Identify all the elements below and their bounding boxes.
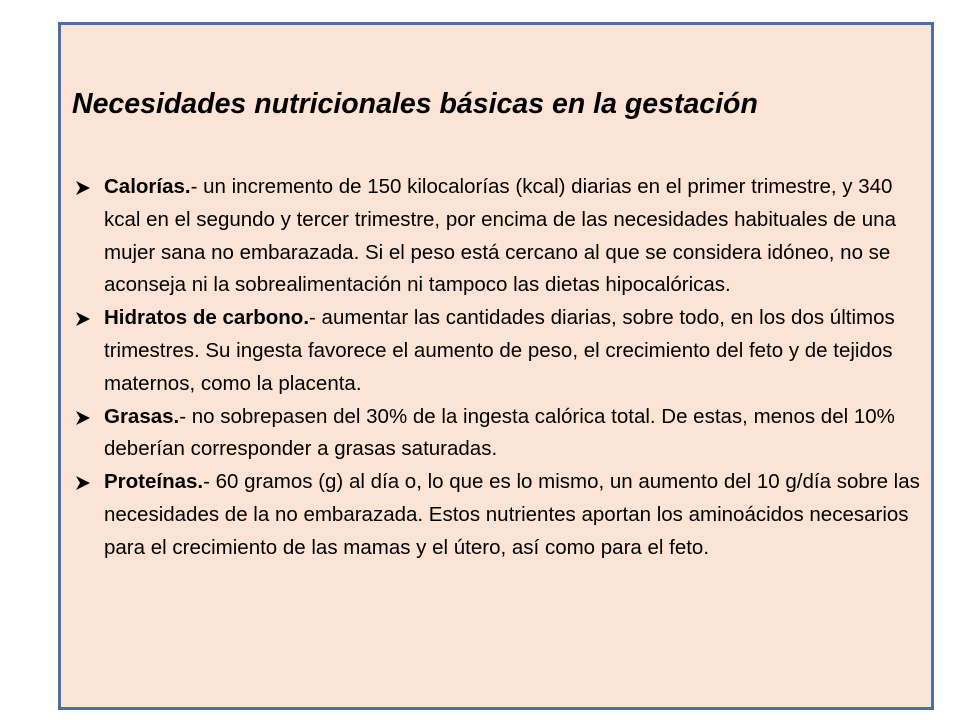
arrowhead-bullet-icon xyxy=(75,475,91,491)
item-text: - 60 gramos (g) al día o, lo que es lo mismo, un aumento del 10 g/día sobre las necesidades de la no embarazada. Estos nutrientes aportan los aminoácidos necesarios para el crecimiento de las mamas y el útero, así como para el feto. xyxy=(104,470,920,559)
item-term: Proteínas. xyxy=(104,470,204,494)
item-term: Grasas. xyxy=(104,404,180,428)
list-item-proteinas xyxy=(72,466,932,564)
list-item-hidratos xyxy=(72,302,932,400)
arrowhead-bullet-icon xyxy=(75,311,91,327)
item-text: - un incremento de 150 kilocalorías (kcal) diarias en el primer trimestre, y 340 kcal en el segundo y tercer trimestre, por encima de las necesidades habituales de una mujer sana no embarazada. Si el peso está cercano al que se considera idóneo, no se aconseja ni la sobrealimentación ni tampoco las dietas hipocalóricas. xyxy=(104,175,896,297)
item-term: Hidratos de carbono. xyxy=(104,306,310,330)
slide-title: Necesidades nutricionales básicas en la gestación xyxy=(72,88,758,120)
list-item-calorias xyxy=(72,171,932,302)
arrowhead-bullet-icon xyxy=(75,410,91,426)
arrowhead-bullet-icon xyxy=(75,180,91,196)
item-term: Calorías. xyxy=(104,175,191,198)
item-text: - no sobrepasen del 30% de la ingesta calórica total. De estas, menos del 10% deberían corresponder a grasas saturadas. xyxy=(104,404,895,461)
list-item-grasas xyxy=(72,401,932,467)
bullet-list xyxy=(72,171,932,565)
item-text: - aumentar las cantidades diarias, sobre todo, en los dos últimos trimestres. Su ingesta favorece el aumento de peso, el crecimiento del feto y de tejidos maternos, como la placenta. xyxy=(104,306,895,395)
